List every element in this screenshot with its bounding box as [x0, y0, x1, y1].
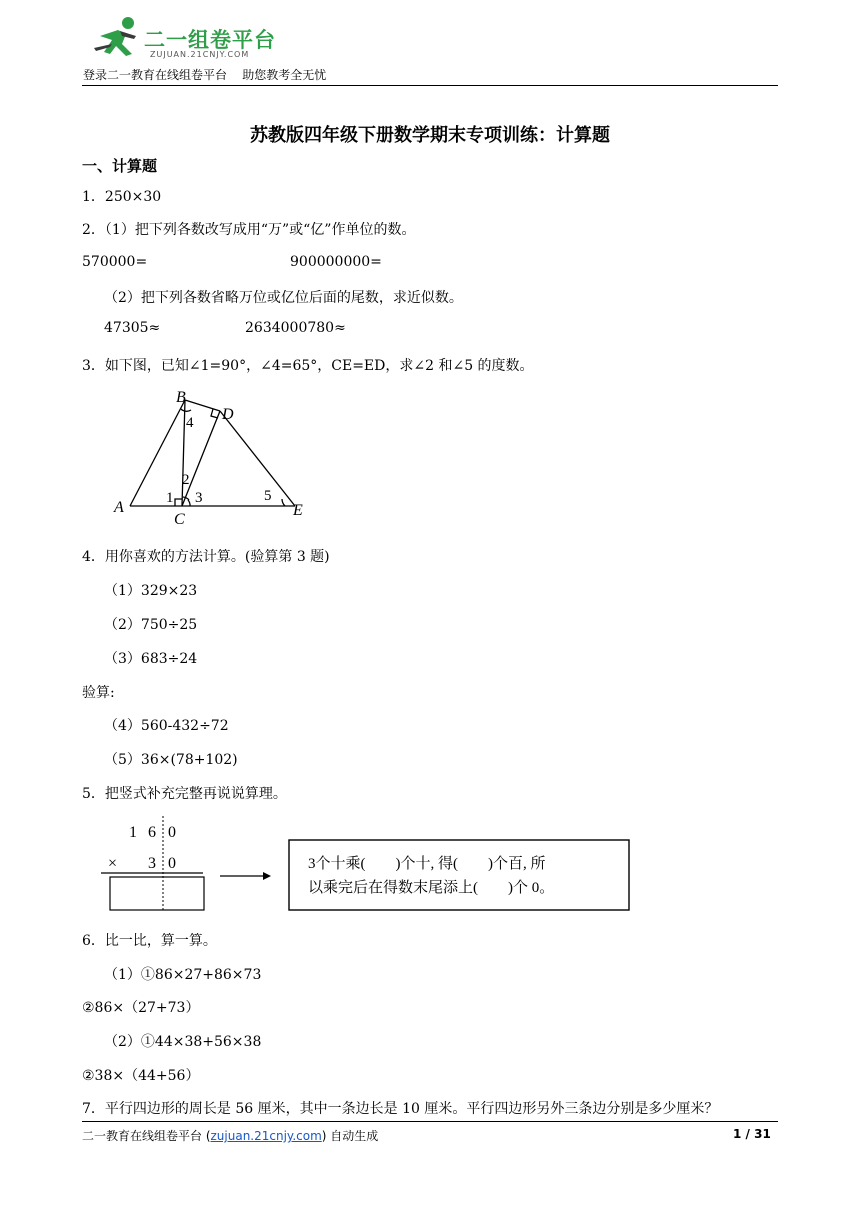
- runner-logo-icon: [92, 14, 148, 62]
- angle-1-label: 1: [166, 490, 174, 506]
- question-6-item-2a: （2）①44×38+56×38: [104, 1034, 262, 1050]
- question-4: 4．用你喜欢的方法计算。(验算第 3 题): [82, 549, 330, 565]
- digit-1: 1: [129, 824, 137, 841]
- question-2-item-b: 900000000=: [290, 254, 382, 270]
- vertical-multiplication-figure: [95, 812, 640, 917]
- question-2-item-a: 570000=: [82, 254, 148, 270]
- question-6-item-1b: ②86×（27+73）: [82, 1000, 200, 1016]
- digit-6: 6: [148, 824, 156, 841]
- footer-divider: [82, 1121, 778, 1122]
- angle-4-label: 4: [186, 415, 194, 431]
- triangle-figure: [110, 385, 320, 525]
- question-3: 3．如下图，已知∠1=90°，∠4=65°，CE=ED，求∠2 和∠5 的度数。: [82, 358, 534, 374]
- reasoning-line-2: 以乘完后在得数末尾添上( )个 0。: [308, 880, 555, 896]
- header-tagline: 登录二一教育在线组卷平台 助您教考全无忧: [83, 68, 327, 82]
- logo-subtext: ZUJUAN.21CNJY.COM: [150, 50, 250, 59]
- question-6: 6．比一比，算一算。: [82, 933, 217, 949]
- page-number: 1 / 31: [733, 1127, 771, 1141]
- document-title: 苏教版四年级下册数学期末专项训练：计算题: [250, 125, 610, 146]
- angle-5-label: 5: [264, 488, 272, 504]
- question-4-item-3: （3）683÷24: [104, 651, 198, 667]
- footer-link[interactable]: zujuan.21cnjy.com: [210, 1129, 322, 1143]
- footer-source: [82, 1127, 378, 1144]
- question-6-item-1a: （1）①86×27+86×73: [104, 967, 262, 983]
- times-sign: ×: [108, 855, 118, 872]
- question-4-item-1: （1）329×23: [104, 583, 198, 599]
- question-4-item-2: （2）750÷25: [104, 617, 198, 633]
- question-2-part2: （2）把下列各数省略万位或亿位后面的尾数，求近似数。: [104, 290, 463, 306]
- label-a: A: [114, 499, 124, 516]
- label-c: C: [174, 511, 185, 525]
- question-4-check: 验算:: [82, 685, 115, 701]
- logo-text: 二一组卷平台: [144, 28, 276, 52]
- question-5: 5．把竖式补充完整再说说算理。: [82, 786, 287, 802]
- footer-text-post: ) 自动生成: [321, 1129, 379, 1143]
- footer-text-pre: 二一教育在线组卷平台 (: [82, 1129, 211, 1143]
- question-7: 7．平行四边形的周长是 56 厘米，其中一条边长是 10 厘米。平行四边形另外三条边分别是多少厘米？: [82, 1101, 719, 1117]
- section-heading: 一、计算题: [82, 157, 158, 175]
- question-2-item-d: 2634000780≈: [245, 320, 346, 336]
- question-4-item-5: （5）36×(78+102): [104, 752, 238, 768]
- header-divider: [82, 85, 778, 86]
- label-e: E: [293, 502, 303, 519]
- question-4-item-4: （4）560-432÷72: [104, 718, 229, 734]
- digit-3: 3: [148, 855, 156, 872]
- question-2-item-c: 47305≈: [104, 320, 161, 336]
- angle-2-label: 2: [182, 472, 190, 488]
- angle-3-label: 3: [195, 490, 203, 506]
- site-logo[interactable]: [92, 14, 282, 62]
- question-1: 1．250×30: [82, 189, 162, 205]
- digit-0-second: 0: [168, 855, 176, 872]
- question-6-item-2b: ②38×（44+56）: [82, 1068, 200, 1084]
- label-b: B: [176, 389, 186, 406]
- question-2-part1: 2．（1）把下列各数改写成用“万”或“亿”作单位的数。: [82, 222, 416, 238]
- digit-0: 0: [168, 824, 176, 841]
- label-d: D: [222, 406, 234, 423]
- reasoning-line-1: 3个十乘( )个十, 得( )个百, 所: [308, 856, 546, 872]
